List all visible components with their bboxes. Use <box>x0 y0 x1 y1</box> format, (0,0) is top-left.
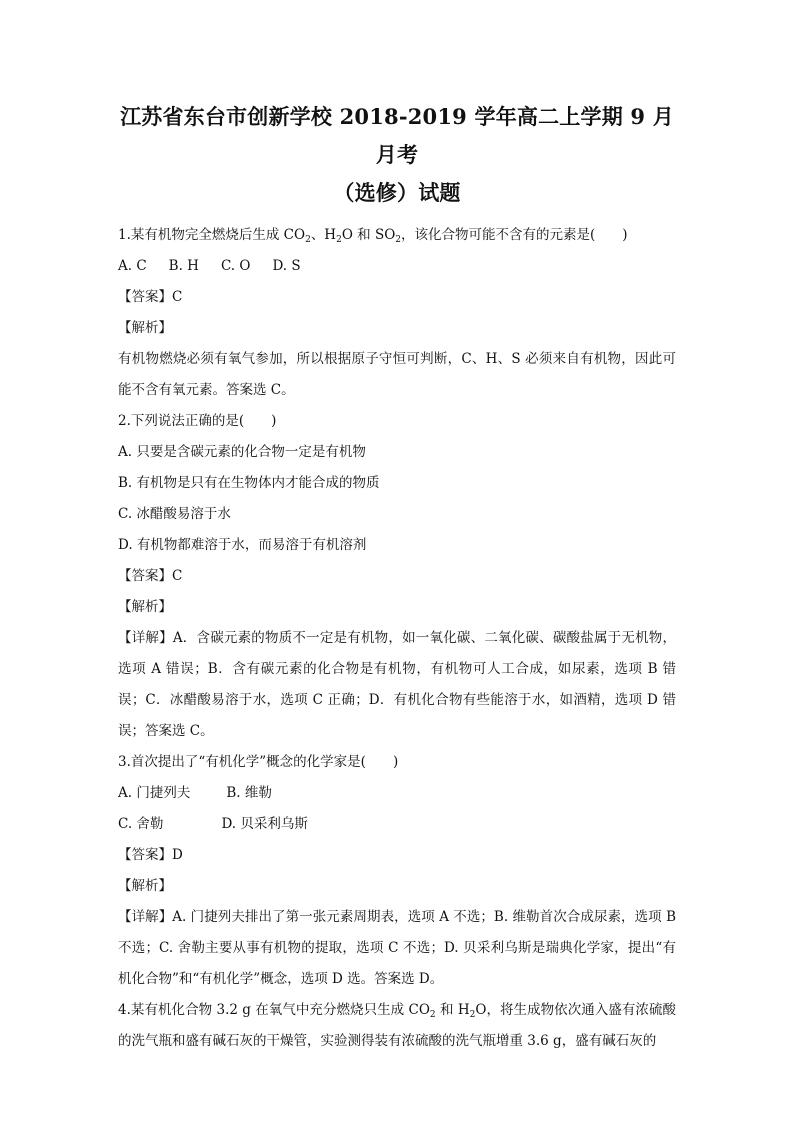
option-b: B. 有机物是只有在生物体内才能合成的物质 <box>118 475 380 491</box>
subscript: 2 <box>395 235 402 245</box>
stem-text: 1.某有机物完全燃烧后生成 CO <box>118 227 306 243</box>
subscript: 2 <box>429 1010 436 1020</box>
question-2-stem: 2.下列说法正确的是( ) <box>118 413 277 429</box>
option-c: C. O <box>220 258 251 274</box>
question-2-answer: 【答案】C <box>118 568 183 584</box>
option-a: A. 门捷列夫 <box>118 785 191 801</box>
option-d: D. 有机物都难溶于水，而易溶于有机溶剂 <box>118 537 367 553</box>
question-1-analysis: 有机物燃烧必须有氧气参加，所以根据原子守恒可判断，C、H、S 必须来自有机物，因此可能不含有氧元素。答案选 C。 <box>118 351 676 398</box>
option-c: C. 舍勒 <box>118 816 164 832</box>
question-2 <box>118 406 676 747</box>
question-3-options-row-1 <box>118 778 676 809</box>
question-1-stem <box>118 220 676 251</box>
question-3-analysis-label: 【解析】 <box>118 878 172 894</box>
subscript: 2 <box>336 235 342 245</box>
option-b: B. H <box>168 258 199 274</box>
title-line-1: 江苏省东台市创新学校 2018-2019 学年高二上学期 9 月月考 <box>120 104 674 167</box>
question-3-answer: 【答案】D <box>118 847 183 863</box>
stem-text: 、H <box>310 227 337 243</box>
stem-text: 4.某有机化合物 3.2 g 在氧气中充分燃烧只生成 CO <box>118 1002 430 1018</box>
stem-text: 和 H <box>435 1002 470 1018</box>
subscript: 2 <box>469 1010 476 1020</box>
question-1-answer: 【答案】C <box>118 289 183 305</box>
question-2-analysis-label: 【解析】 <box>118 599 172 615</box>
question-3-analysis: 【详解】A. 门捷列夫排出了第一张元素周期表，选项 A 不选；B. 维勒首次合成尿素，选项 B 不选；C. 舍勒主要从事有机物的提取，选项 C 不选；D. 贝采利乌斯是瑞典化学家，提出“有机化合物”和“有机化学”概念，选项 D 选。答案选 D。 <box>118 909 676 987</box>
question-3-stem: 3.首次提出了“有机化学”概念的化学家是( ) <box>118 754 399 770</box>
document-body <box>118 220 676 1057</box>
option-a: A. C <box>118 258 147 274</box>
question-1-analysis-label: 【解析】 <box>118 320 172 336</box>
title-line-2: （选修）试题 <box>333 180 461 205</box>
option-d: D. 贝采利乌斯 <box>221 816 308 832</box>
stem-text: O 和 SO <box>341 227 396 243</box>
question-4-stem <box>118 995 676 1057</box>
option-a: A. 只要是含碳元素的化合物一定是有机物 <box>118 444 366 460</box>
question-3 <box>118 747 676 995</box>
question-2-analysis: 【详解】A．含碳元素的物质不一定是有机物，如一氧化碳、二氧化碳、碳酸盐属于无机物，选项 A 错误；B．含有碳元素的化合物是有机物，有机物可人工合成，如尿素，选项 B 错误；C．冰醋酸易溶于水，选项 C 正确；D．有机化合物有些能溶于水，如酒精，选项 D 错误；答案选 C。 <box>118 630 676 739</box>
document-title <box>118 98 676 212</box>
question-4 <box>118 995 676 1057</box>
stem-text: O，将生成物依次通入盛有浓硫酸的洗气瓶和盛有碱石灰的干燥管，实验测得装有浓硫酸的洗气瓶增重 3.6 g，盛有碱石灰的 <box>118 1002 676 1049</box>
subscript: 2 <box>305 235 311 245</box>
question-3-options-row-2 <box>118 809 676 840</box>
question-1-options <box>118 251 676 282</box>
option-c: C. 冰醋酸易溶于水 <box>118 506 231 522</box>
option-b: B. 维勒 <box>226 785 272 801</box>
question-1 <box>118 220 676 406</box>
option-d: D. S <box>272 258 301 274</box>
stem-text: ，该化合物可能不含有的元素是( ) <box>401 227 628 243</box>
